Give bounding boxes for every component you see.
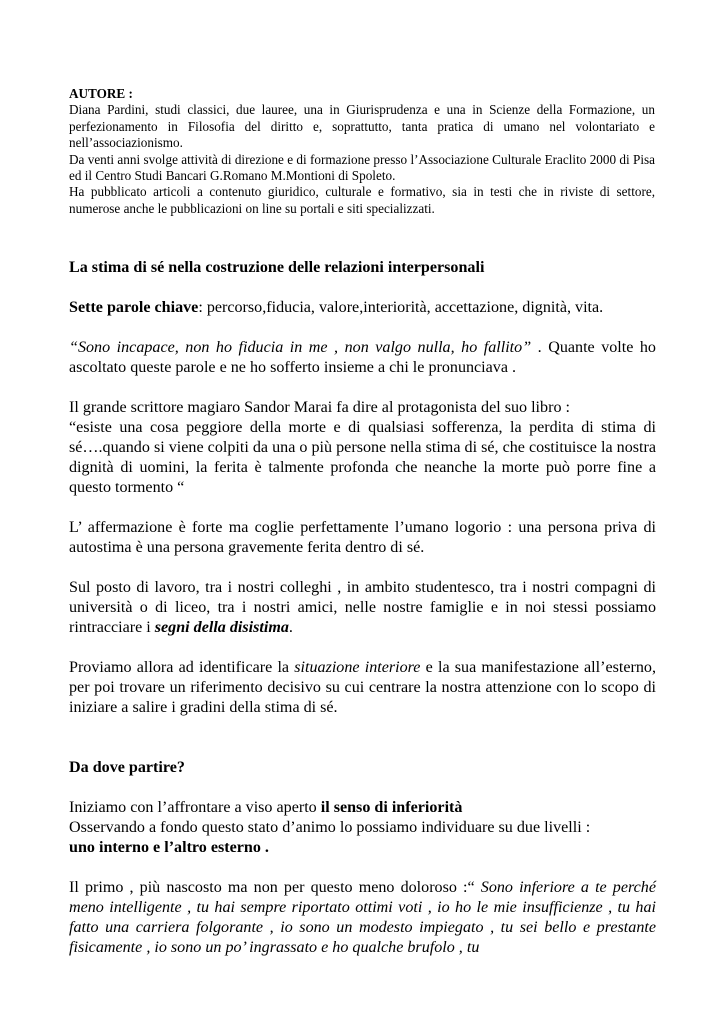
section-heading	[69, 758, 656, 778]
author-block	[69, 86, 655, 217]
paragraph-end: .	[288, 619, 293, 636]
author-bio-line: Diana Pardini, studi classici, due lauree, una in Giurisprudenza e una in Scienze della Formazione, un perfezionamento in Filosofia del diritto e, soprattutto, tanta pratica di umano nel volontariato e nell’associazionismo.	[69, 102, 655, 151]
bold-text: il senso di inferiorità	[320, 799, 463, 816]
author-label: AUTORE :	[69, 86, 133, 101]
paragraph-5	[69, 658, 656, 718]
paragraph-6-line-1	[69, 798, 656, 818]
quote-text: “Sono incapace, non ho fiducia in me , non valgo nulla, ho fallito”	[69, 339, 532, 356]
paragraph-1	[69, 338, 656, 378]
paragraph-text: Il primo , più nascosto ma non per questo meno doloroso :“	[69, 879, 481, 896]
paragraph-2-quote: “esiste una cosa peggiore della morte e di qualsiasi sofferenza, la perdita di stima di sé….quando si viene colpiti da una o più persone nella stima di sé, che costituisce la nostra dignità di uomini, la ferita è talmente profonda che neanche la morte può porre fine a questo tormento “	[69, 419, 656, 496]
paragraph-text: Sul posto di lavoro, tra i nostri colleghi , in ambito studentesco, tra i nostri compagni di università o di liceo, tra i nostri amici, nelle nostre famiglie e in noi stessi possiamo rintracciare i	[69, 579, 656, 636]
paragraph-text: e la sua manifestazione all’esterno, per poi trovare un riferimento decisivo su cui centrare la nostra attenzione con lo scopo di iniziare a salire i gradini della stima di sé.	[69, 659, 656, 716]
author-bio-line: Da venti anni svolge attività di direzione e di formazione presso l’Associazione Culturale Eraclito 2000 di Pisa ed il Centro Studi Bancari G.Romano M.Montioni di Spoleto.	[69, 151, 655, 184]
keywords-label: Sette parole chiave	[69, 299, 199, 316]
keywords-paragraph	[69, 298, 656, 318]
paragraph-text: Iniziamo con l’affrontare a viso aperto	[69, 799, 321, 816]
keywords-text: : percorso,fiducia, valore,interiorità, accettazione, dignità, vita.	[198, 299, 604, 316]
article-title-text: La stima di sé nella costruzione delle relazioni interpersonali	[69, 259, 485, 276]
paragraph-text: . Quante volte ho ascoltato queste parole e ne ho sofferto insieme a chi le pronunciava .	[69, 339, 656, 376]
paragraph-text: Proviamo allora ad identificare la	[69, 659, 295, 676]
article-body	[69, 258, 656, 958]
author-bio-line: Ha pubblicato articoli a contenuto giuridico, culturale e formativo, sia in testi che in riviste di settore, numerose anche le pubblicazioni on line su portali e siti specializzati.	[69, 184, 655, 216]
emphasis-text: Sono inferiore a te perché meno intelligente , tu hai sempre riportato ottimi voti , io ho le mie insufficienze , tu hai fatto una carriera folgorante , io sono un modesto impiegato , tu sei bello e prestante fisicamente , io sono un po’ ingrassato e ho qualche brufolo , tu	[69, 879, 656, 956]
emphasis-text: segni della disistima	[154, 619, 289, 636]
paragraph-2-intro: Il grande scrittore magiaro Sandor Marai fa dire al protagonista del suo libro :	[69, 399, 570, 416]
paragraph-7	[69, 878, 656, 958]
paragraph-3: L’ affermazione è forte ma coglie perfettamente l’umano logorio : una persona priva di autostima è una persona gravemente ferita dentro di sé.	[69, 519, 656, 556]
section-heading-text: Da dove partire?	[69, 759, 185, 776]
emphasis-text: situazione interiore	[294, 659, 421, 676]
paragraph-6-line-2: Osservando a fondo questo stato d’animo lo possiamo individuare su due livelli :	[69, 819, 591, 836]
article-title	[69, 258, 656, 278]
paragraph-6-line-3	[69, 838, 656, 858]
bold-text: uno interno e l’altro esterno .	[69, 839, 269, 856]
paragraph-4	[69, 578, 656, 638]
